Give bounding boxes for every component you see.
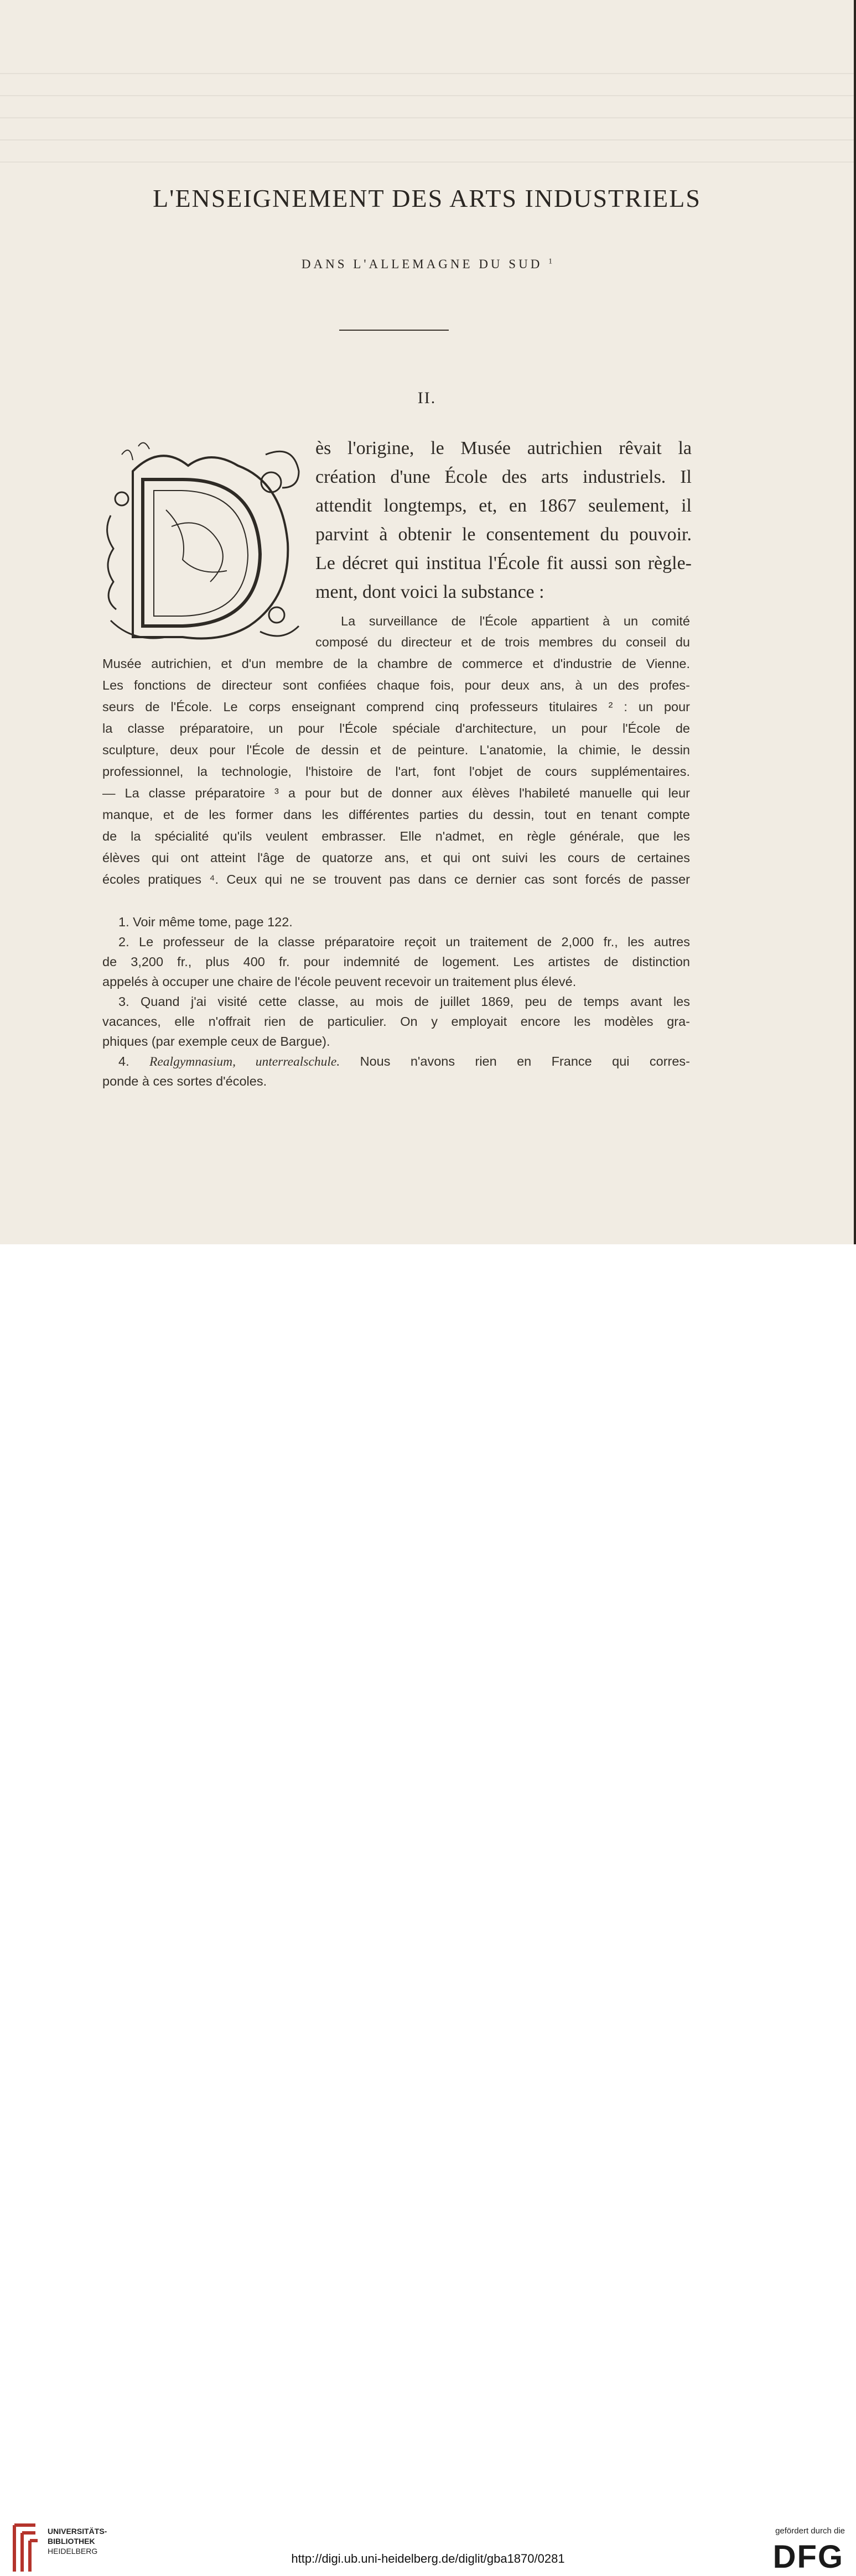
body-line: composé du directeur et de trois membres du conseil du: [315, 635, 690, 649]
footnote-4-cont: ponde à ces sortes d'écoles.: [102, 1074, 267, 1088]
lead-line: parvint à obtenir le consentement du pouvoir.: [315, 524, 692, 545]
scanned-page: [0, 0, 856, 1244]
footnote-3: 3. Quand j'ai visité cette classe, au mois de juillet 1869, peu de temps avant les: [118, 994, 690, 1009]
bleed-through-texture: [0, 61, 854, 171]
footnote-4: [118, 1054, 690, 1070]
body-line: Les fonctions de directeur sont confiées chaque fois, pour deux ans, à un des profes-: [102, 678, 690, 692]
body-line: manque, et de les former dans les différentes parties du dessin, tout en tenant compte: [102, 807, 690, 822]
footnote-4-italic: Realgymnasium, unterrealschule.: [149, 1055, 340, 1069]
lead-line: création d'une École des arts industriels. Il: [315, 467, 692, 487]
body-line: sculpture, deux pour l'École de dessin et de peinture. L'anatomie, la chimie, le dessin: [102, 743, 690, 757]
library-line-2: BIBLIOTHEK: [48, 2537, 95, 2546]
body-line: — La classe préparatoire ³ a pour but de donner aux élèves l'habileté manuelle qui leur: [102, 786, 690, 800]
body-line: élèves qui ont atteint l'âge de quatorze ans, et qui ont suivi les cours de certaines: [102, 851, 690, 865]
footnote-4-rest: Nous n'avons rien en France qui corres-: [360, 1054, 690, 1068]
subtitle-footnote-mark: 1: [548, 257, 553, 266]
library-logo-icon: [10, 2521, 40, 2576]
footnote-1: 1. Voir même tome, page 122.: [118, 915, 293, 929]
funding-label: gefördert durch die: [775, 2526, 845, 2536]
article-title: L'ENSEIGNEMENT DES ARTS INDUSTRIELS: [153, 184, 701, 212]
footnote-2-cont: appelés à occuper une chaire de l'école peuvent recevoir un traitement plus élevé.: [102, 974, 577, 989]
footnote-4-number: 4.: [118, 1054, 129, 1068]
permalink-url[interactable]: http://digi.ub.uni-heidelberg.de/diglit/gba1870/0281: [291, 2552, 565, 2565]
lead-line: Le décret qui institua l'École fit aussi son règle-: [315, 553, 692, 573]
section-number: II.: [417, 389, 437, 407]
lead-line: ès l'origine, le Musée autrichien rêvait la: [315, 438, 692, 458]
dfg-logo: DFG: [772, 2539, 844, 2575]
digitization-footer: [0, 1244, 856, 2575]
article-subtitle: [0, 257, 854, 272]
body-line: professionnel, la technologie, l'histoire de l'art, font l'objet de cours supplémentaires.: [102, 764, 690, 779]
body-line: seurs de l'École. Le corps enseignant comprend cinq professeurs titulaires ² : un pour: [102, 700, 690, 714]
subtitle-text: DANS L'ALLEMAGNE DU SUD: [301, 257, 543, 271]
body-line: la classe préparatoire, un pour l'École spéciale d'architecture, un pour l'École de: [102, 721, 690, 736]
library-line-3: HEIDELBERG: [48, 2547, 98, 2556]
body-line: de la spécialité qu'ils veulent embrasser. Elle n'admet, en règle générale, que les: [102, 829, 690, 843]
footnote-3-cont: vacances, elle n'offrait rien de particulier. On y employait encore les modèles gra-: [102, 1014, 690, 1029]
footnote-2-cont: de 3,200 fr., plus 400 fr. pour indemnité de logement. Les artistes de distinction: [102, 955, 690, 969]
body-line: écoles pratiques ⁴. Ceux qui ne se trouvent pas dans ce dernier cas sont forcés de passer: [102, 872, 690, 887]
body-line: Musée autrichien, et d'un membre de la chambre de commerce et d'industrie de Vienne.: [102, 656, 690, 671]
library-line-1: UNIVERSITÄTS-: [48, 2527, 107, 2536]
footnote-2: 2. Le professeur de la classe préparatoire reçoit un traitement de 2,000 fr., les autres: [118, 935, 690, 949]
lead-line: ment, dont voici la substance :: [315, 582, 544, 602]
ornamental-dropcap: [100, 432, 304, 647]
title-divider: [339, 330, 449, 331]
body-line: La surveillance de l'École appartient à un comité: [341, 614, 690, 628]
footnote-3-cont: phiques (par exemple ceux de Bargue).: [102, 1034, 330, 1049]
lead-line: attendit longtemps, et, en 1867 seulement, il: [315, 496, 692, 516]
